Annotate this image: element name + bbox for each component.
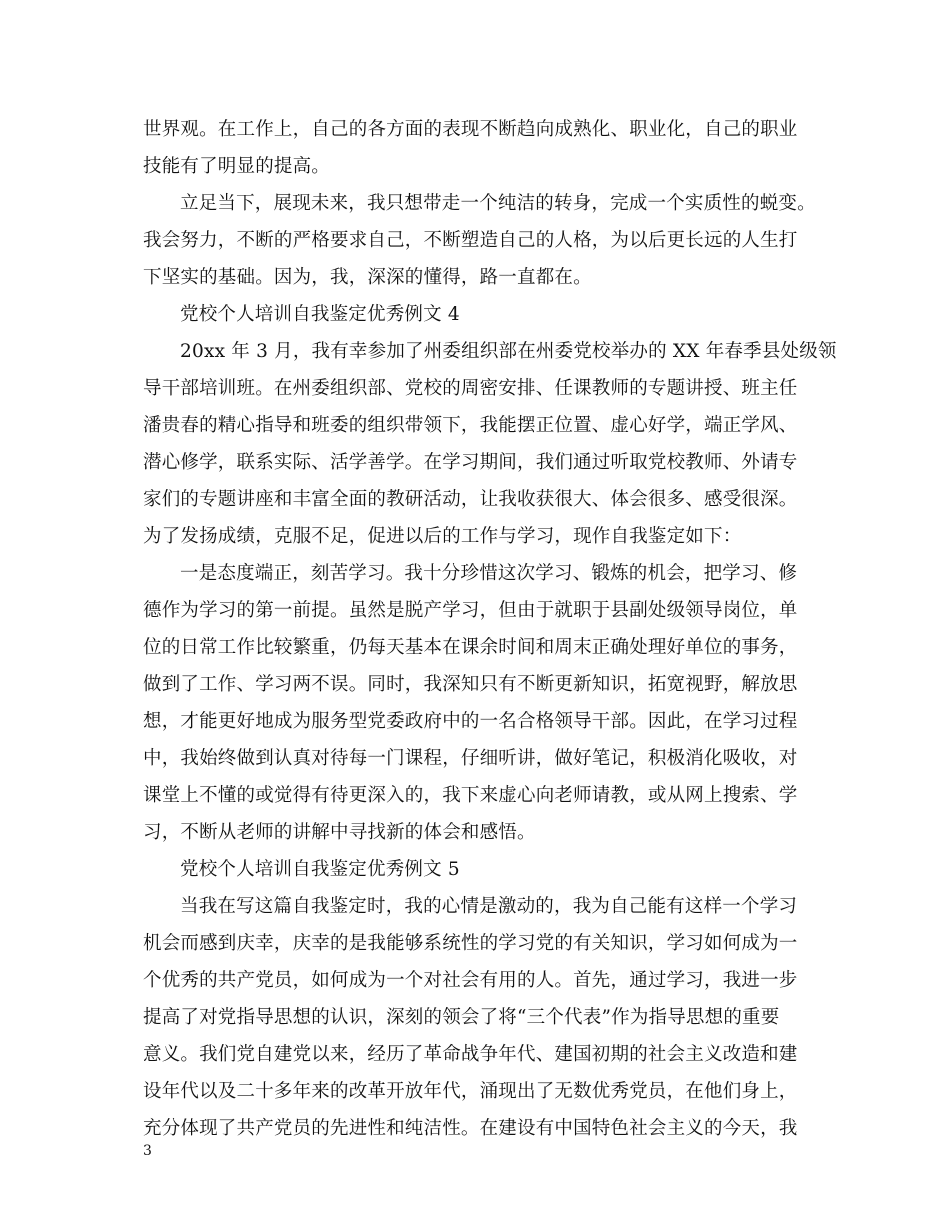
paragraph-line: 潜心修学，联系实际、活学善学。在学习期间，我们通过听取党校教师、外请专 — [143, 452, 798, 473]
paragraph-line: 意义。我们党自建党以来，经历了革命战争年代、建国初期的社会主义改造和建 — [143, 1044, 798, 1065]
paragraph-line: 想，才能更好地成为服务型党委政府中的一名合格领导干部。因此，在学习过程 — [143, 711, 798, 732]
paragraph-line: 潘贵春的精心指导和班委的组织带领下，我能摆正位置、虚心好学，端正学风、 — [143, 415, 798, 436]
section-heading: 党校个人培训自我鉴定优秀例文 4 — [180, 304, 460, 325]
paragraph-line: 世界观。在工作上，自己的各方面的表现不断趋向成熟化、职业化，自己的职业 — [143, 119, 798, 140]
paragraph-line: 位的日常工作比较繁重，仍每天基本在课余时间和周末正确处理好单位的事务， — [143, 637, 798, 658]
paragraph-line: 个优秀的共产党员，如何成为一个对社会有用的人。首先，通过学习，我进一步 — [143, 970, 798, 991]
page-number: 3 — [143, 1143, 152, 1159]
paragraph-line: 充分体现了共产党员的先进性和纯洁性。在建设有中国特色社会主义的今天，我 — [143, 1118, 798, 1139]
paragraph-line: 提高了对党指导思想的认识，深刻的领会了将“三个代表”作为指导思想的重要 — [143, 1007, 780, 1028]
paragraph-line: 立足当下，展现未来，我只想带走一个纯洁的转身，完成一个实质性的蜕变。 — [180, 193, 816, 214]
paragraph-line: 中，我始终做到认真对待每一门课程，仔细听讲，做好笔记，积极消化吸收，对 — [143, 748, 798, 769]
paragraph-line: 机会而感到庆幸，庆幸的是我能够系统性的学习党的有关知识，学习如何成为一 — [143, 933, 798, 954]
section-heading: 党校个人培训自我鉴定优秀例文 5 — [180, 859, 460, 880]
paragraph-line: 下坚实的基础。因为，我，深深的懂得，路一直都在。 — [143, 267, 592, 288]
paragraph-line: 家们的专题讲座和丰富全面的教研活动，让我收获很大、体会很多、感受很深。 — [143, 489, 798, 510]
paragraph-line: 德作为学习的第一前提。虽然是脱产学习，但由于就职于县副处级领导岗位，单 — [143, 600, 798, 621]
paragraph-line: 一是态度端正，刻苦学习。我十分珍惜这次学习、锻炼的机会，把学习、修 — [180, 563, 798, 584]
paragraph-line: 习，不断从老师的讲解中寻找新的体会和感悟。 — [143, 822, 536, 843]
paragraph-line: 设年代以及二十多年来的改革开放年代，涌现出了无数优秀党员，在他们身上， — [143, 1081, 798, 1102]
paragraph-line: 技能有了明显的提高。 — [143, 156, 331, 177]
paragraph-line: 20xx 年 3 月，我有幸参加了州委组织部在州委党校举办的 XX 年春季县处级领 — [180, 341, 837, 362]
paragraph-line: 导干部培训班。在州委组织部、党校的周密安排、任课教师的专题讲授、班主任 — [143, 378, 798, 399]
paragraph-line: 为了发扬成绩，克服不足，促进以后的工作与学习，现作自我鉴定如下： — [143, 526, 742, 547]
paragraph-line: 当我在写这篇自我鉴定时，我的心情是激动的，我为自己能有这样一个学习 — [180, 896, 798, 917]
paragraph-line: 课堂上不懂的或觉得有待更深入的，我下来虚心向老师请教，或从网上搜索、学 — [143, 785, 798, 806]
paragraph-line: 做到了工作、学习两不误。同时，我深知只有不断更新知识，拓宽视野，解放思 — [143, 674, 798, 695]
paragraph-line: 我会努力，不断的严格要求自己，不断塑造自己的人格，为以后更长远的人生打 — [143, 230, 798, 251]
